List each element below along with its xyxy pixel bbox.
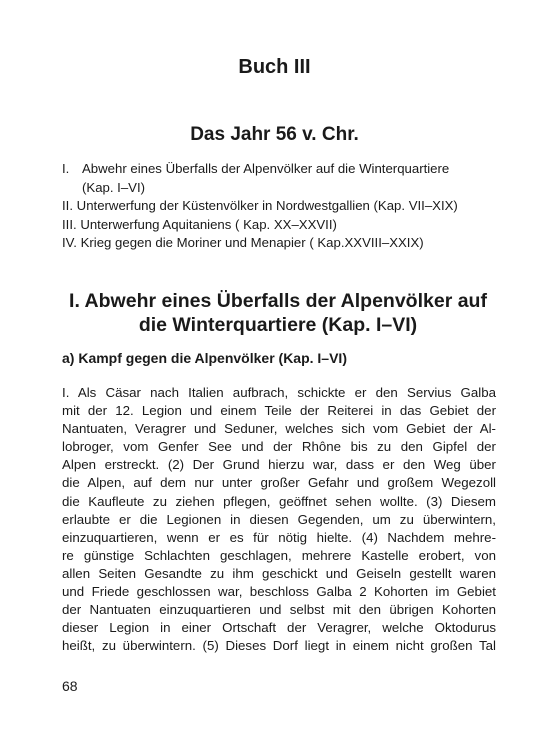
text-line: erlaubte er die Legionen in diesen Gegenden, um zu überwintern, bbox=[62, 511, 496, 527]
text-line: I. Als Cäsar nach Italien aufbrach, schickte er den Servius Galba bbox=[62, 385, 496, 400]
text-line: einzuquartieren, wenn er es für nötig hielte. (4) Nachdem mehre- bbox=[62, 529, 496, 545]
text-line: der Nantuaten einzuquartieren und selbst mit den übrigen Kohorten bbox=[62, 602, 496, 618]
toc-item bbox=[62, 216, 502, 235]
body-paragraph bbox=[62, 384, 496, 655]
toc-item-number: II. bbox=[62, 198, 73, 214]
toc-item bbox=[62, 234, 502, 253]
text-line: dieser Legion in einer Ortschaft der Veragrer, welche Oktodurus bbox=[62, 620, 496, 636]
toc-item bbox=[62, 197, 502, 216]
toc-item-line: (Kap. I–VI) bbox=[82, 179, 146, 195]
text-line: allen Seiten Gesandte zu ihm geschickt und Geiseln gestellt waren bbox=[62, 565, 496, 581]
text-line: Alpen erstreckt. (2) Der Grund hierzu war, dass er den Weg über bbox=[62, 457, 496, 473]
chapter-year-title: Das Jahr 56 v. Chr. bbox=[190, 124, 359, 145]
toc-item-text: Krieg gegen die Moriner und Menapier ( Kap.XXVIII–XXIX) bbox=[80, 235, 424, 251]
text-line: heißt, zu überwintern. (5) Dieses Dorf liegt in einem nicht großen Tal bbox=[62, 638, 496, 654]
subsection-heading: a) Kampf gegen die Alpenvölker (Kap. I–VI) bbox=[62, 350, 347, 366]
toc-item-number: IV. bbox=[62, 235, 77, 251]
text-line: die Alpen, auf dem nur unter großer Gefahr und großem Wegezoll bbox=[62, 475, 496, 491]
section-heading-line: die Winterquartiere (Kap. I–VI) bbox=[138, 314, 418, 336]
toc-item-text: Unterwerfung Aquitaniens ( Kap. XX–XXVII) bbox=[80, 216, 337, 232]
text-line: re günstige Schlachten geschlagen, mehrere Kastelle erobert, von bbox=[62, 547, 496, 563]
toc-item bbox=[62, 160, 502, 197]
toc-item-number: III. bbox=[62, 216, 77, 232]
section-heading bbox=[40, 289, 516, 337]
text-line: und Friede geschlossen war, beschloss Galba 2 Kohorten im Gebiet bbox=[62, 584, 496, 600]
toc-item-text: Unterwerfung der Küstenvölker in Nordwestgallien (Kap. VII–XIX) bbox=[76, 198, 458, 214]
toc-item-line: Abwehr eines Überfalls der Alpenvölker auf die Winterquartiere bbox=[82, 161, 450, 176]
section-heading-line: I. Abwehr eines Überfalls der Alpenvölker auf bbox=[69, 290, 487, 312]
text-line: mit der 12. Legion und einem Teile der Reiterei in das Gebiet der bbox=[62, 403, 496, 419]
page-number: 68 bbox=[62, 678, 78, 694]
text-line: die Kaufleute zu ziehen pflegen, geöffnet sehen wollte. (3) Diesem bbox=[62, 493, 496, 509]
text-line: Nantuaten, Veragrer und Seduner, welches sich vom Gebiet der Al- bbox=[62, 421, 496, 437]
text-line: lobroger, vom Genfer See und der Rhône bis zu den Gipfel der bbox=[62, 439, 496, 455]
book-title: Buch III bbox=[238, 56, 311, 78]
table-of-contents bbox=[62, 160, 502, 253]
toc-item-number: I. bbox=[62, 161, 70, 176]
toc-item-text bbox=[82, 160, 502, 197]
